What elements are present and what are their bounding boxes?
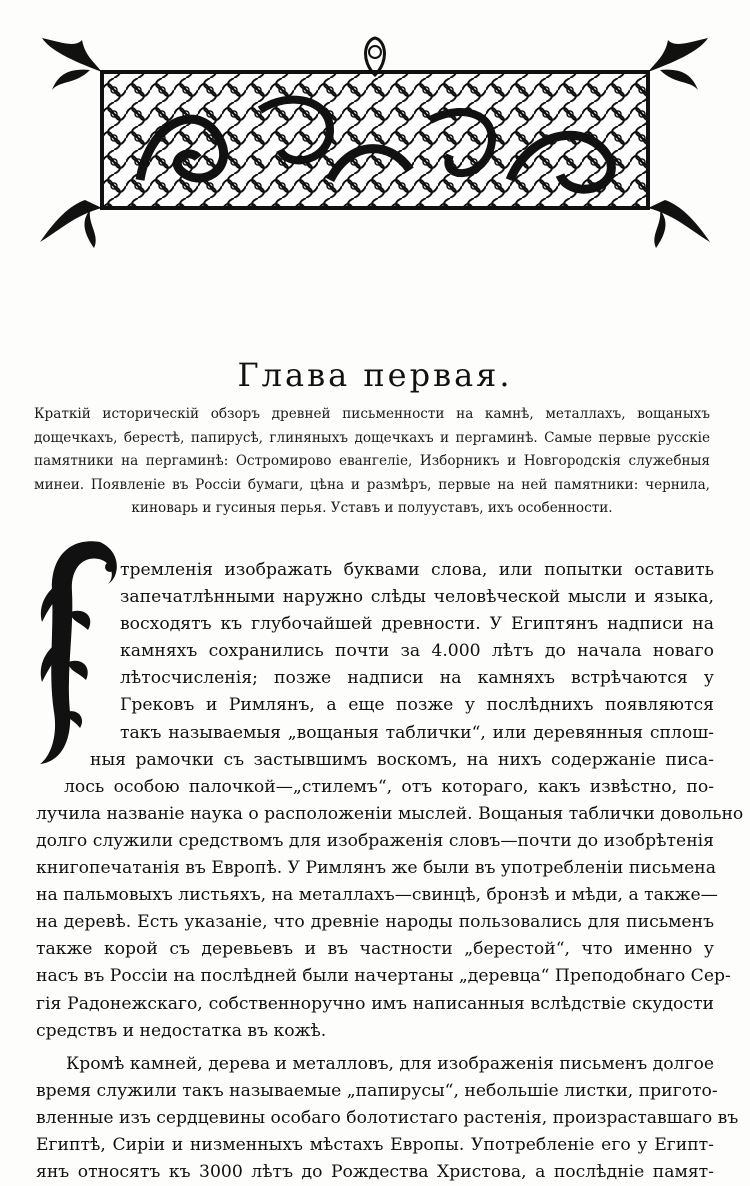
- text-line: на пальмовыхъ листьяхъ, на металлахъ—свинцѣ, бронзѣ и мѣди, а также—: [36, 885, 718, 906]
- text-line: вленные изъ сердцевины особаго болотистаго растенія, произраставшаго въ: [36, 1107, 739, 1128]
- text-line: на деревѣ. Есть указаніе, что древніе народы пользовались для письменъ: [36, 912, 714, 933]
- text-line: восходятъ къ глубочайшей древности. У Египтянъ надписи на: [120, 614, 714, 635]
- ornamental-headpiece: [30, 30, 720, 250]
- text-line: гія Радонежскаго, собственноручно имъ написанныя вслѣдствіе скудости: [36, 993, 714, 1014]
- chapter-summary: Краткій историческій обзоръ древней письменности на камнѣ, металлахъ, вощаныхъ дощечкахъ, берестѣ, папирусѣ, глиняныхъ дощечкахъ и пергаминѣ. Самые первые русскіе памятники на пергаминѣ: Остромирово евангеліе, Изборникъ и Новгородскія служебныя минеи. Появленіе въ Россіи бумаги, цѣна и размѣръ, первые на ней памятники: чернила, киноварь и гусиныя перья. Уставъ и полууставъ, ихъ особенности.: [34, 406, 710, 517]
- chapter-title: Глава первая.: [237, 356, 513, 395]
- text-line: янъ относятъ къ 3000 лѣтъ до Рождества Христова, а послѣдніе памят-: [36, 1162, 714, 1183]
- interlace-ornament-icon: [30, 30, 720, 250]
- text-line: Грековъ и Римлянъ, а еще позже у послѣднихъ появляются: [120, 695, 714, 716]
- text-line: лось особою палочкой—„стилемъ“, отъ котораго, какъ извѣстно, по-: [64, 776, 714, 797]
- text-line: время служили такъ называемые „папирусы“, небольшіе листки, пригото-: [36, 1080, 718, 1101]
- text-line: тремленія изображать буквами слова, или попытки оставить: [120, 560, 714, 580]
- body-text: [36, 557, 744, 1186]
- text-line: долго служили средствомъ для изображенія словъ—почти до изобрѣтенія: [36, 830, 714, 851]
- text-line: Египтѣ, Сиріи и низменныхъ мѣстахъ Европы. Употребленіе его у Египт-: [36, 1134, 714, 1155]
- paragraph-1: [36, 557, 744, 1045]
- text-line: камняхъ сохранились почти за 4.000 лѣтъ до начала новаго: [120, 641, 714, 662]
- text-line: книгопечатанія въ Европѣ. У Римлянъ же были въ употребленіи письмена: [36, 858, 716, 879]
- text-line: такъ называемыя „вощаныя таблички“, или деревянныя сплош-: [120, 722, 714, 743]
- text-line: запечатлѣнными наружно слѣды человѣческой мысли и языка,: [120, 587, 714, 608]
- text-line: также корой съ деревьевъ и въ частности „берестой“, что именно у: [36, 939, 714, 960]
- text-line: лѣтосчисленія; позже надписи на камняхъ встрѣчаются у: [120, 668, 714, 689]
- text-line: средствъ и недостатка въ кожѣ.: [36, 1020, 327, 1041]
- text-line: ныя рамочки съ застывшимъ воскомъ, на нихъ содержаніе писа-: [90, 749, 714, 770]
- text-line: Кромѣ камней, дерева и металловъ, для изображенія письменъ долгое: [66, 1053, 714, 1074]
- paragraph-2: [36, 1051, 739, 1186]
- text-line: лучила названіе наука о расположеніи мыслей. Вощаныя таблички довольно: [36, 803, 744, 824]
- text-line: насъ въ Россіи на послѣдней были начертаны „деревца“ Преподобнаго Сер-: [36, 966, 731, 987]
